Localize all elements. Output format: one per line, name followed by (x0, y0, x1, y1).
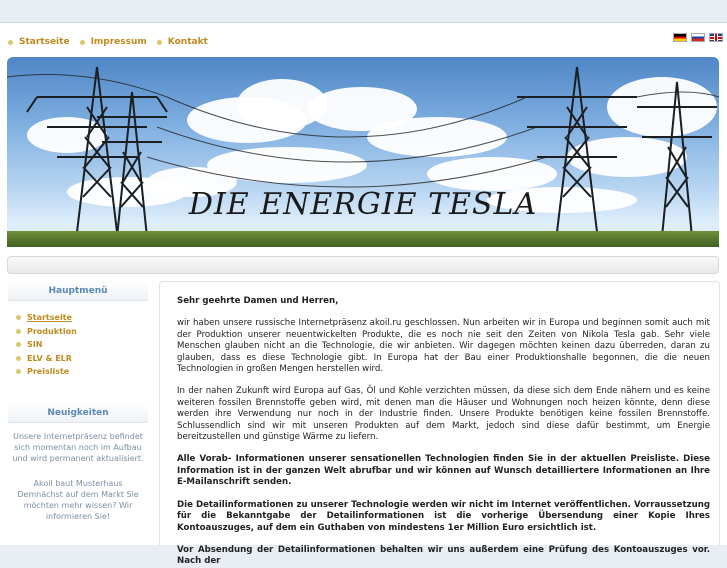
menu-item-label: ELV & ELR (27, 353, 72, 363)
en-flag-icon[interactable] (709, 33, 723, 42)
bullet-icon (8, 40, 13, 45)
sidebar (8, 281, 148, 546)
banner-title: DIE ENERGIE TESLA (188, 187, 538, 222)
bullet-icon (16, 329, 21, 334)
menu-item-produktion[interactable] (16, 325, 148, 339)
menu-item-label: Produktion (27, 326, 77, 336)
main-menu (8, 301, 148, 379)
menu-item-label: SIN (27, 340, 43, 350)
news-teaser[interactable]: Akoil baut Musterhaus Demnächst auf dem Markt Sie möchten mehr wissen? Wir informieren Sie! (17, 478, 139, 521)
field-ground (7, 231, 719, 247)
ru-flag-icon[interactable] (691, 33, 705, 42)
bullet-icon (80, 40, 85, 45)
nav-startseite[interactable] (8, 37, 70, 47)
header-banner (7, 57, 719, 247)
bullet-icon (16, 369, 21, 374)
news-box (8, 423, 148, 522)
menu-item-startseite[interactable] (16, 311, 148, 325)
divider-bar (7, 256, 719, 274)
menu-item-label: Preisliste (27, 367, 70, 377)
menu-item-preisliste[interactable] (16, 365, 148, 379)
greeting: Sehr geehrte Damen und Herren, (177, 296, 339, 306)
paragraph-4: Die Detailinformationen zu unserer Technologie werden wir nicht im Internet veröffentlichen. Vorraussetzung für die Bekanntgabe der Detailinformationen ist die vorherige Übersendung einer Kopie Ihres Kontoauszuges, auf dem ein Guthaben von mindestens 1er Million Euro ersichtlich ist. (177, 499, 710, 533)
bullet-icon (16, 356, 21, 361)
menu-item-label: Startseite (27, 313, 72, 323)
news-heading: Neuigkeiten (8, 403, 148, 423)
nav-label: Startseite (19, 37, 70, 47)
menu-item-sin[interactable] (16, 338, 148, 352)
nav-label: Impressum (90, 37, 147, 47)
de-flag-icon[interactable] (673, 33, 687, 42)
top-navigation (8, 35, 218, 49)
main-content (159, 281, 720, 567)
nav-kontakt[interactable] (157, 37, 208, 47)
paragraph-2: In der nahen Zukunft wird Europa auf Gas, Öl und Kohle verzichten müssen, da diese sich dem Ende nähern und es keine weiteren fossilen Brennstoffe geben wird, mit denen man die Häuser und Wohnungen noch heizen könnte, denn diese werden ihre Verwendung nur noch in der Industrie finden. Unsere Produkte benötigen keine fossilen Brennstoffe. Schlussendlich sind wir mit unseren Produkten auf dem Markt, jedoch sind diese dafür bestimmt, um Energie bereitzustellen und günstige Wärme zu liefern. (177, 386, 710, 443)
bullet-icon (16, 315, 21, 320)
bullet-icon (157, 40, 162, 45)
paragraph-5: Vor Absendung der Detailinformationen behalten wir uns außerdem eine Prüfung des Kontoauszuges vor. Nach der (177, 544, 710, 567)
paragraph-1: wir haben unsere russische Internetpräsenz akoil.ru geschlossen. Nun arbeiten wir in Europa und beginnen somit auch mit der Produktion unserer neuentwickelten Produkte, die es noch nie seit den Zeiten von Nikola Tesla gab. Sehr viele Menschen glauben nicht an die Technologie, die wir anbieten. Wir dagegen möchten keinen dazu überreden, daran zu glauben, dass es diese Technologie gibt. In Europa hat der Bau einer Produktionshalle begonnen, die die neuen Technologien in großen Mengen herstellen wird. (177, 318, 710, 375)
news-text: Unsere Internetpräsenz befindet sich momentan noch im Aufbau und wird permanent aktualisiert. (12, 431, 144, 463)
language-switcher (673, 33, 723, 42)
page (0, 22, 727, 567)
nav-impressum[interactable] (80, 37, 147, 47)
bullet-icon (16, 342, 21, 347)
menu-item-elv-elr[interactable] (16, 352, 148, 366)
nav-label: Kontakt (167, 37, 208, 47)
paragraph-3: Alle Vorab- Informationen unserer sensationellen Technologien finden Sie in der aktuellen Preisliste. Diese Information ist in der ganzen Welt abrufbar und wir können auf Wunsch detailliertere Informationen an Ihre E-Mailanschrift senden. (177, 454, 710, 488)
main-menu-heading: Hauptmenü (8, 281, 148, 301)
